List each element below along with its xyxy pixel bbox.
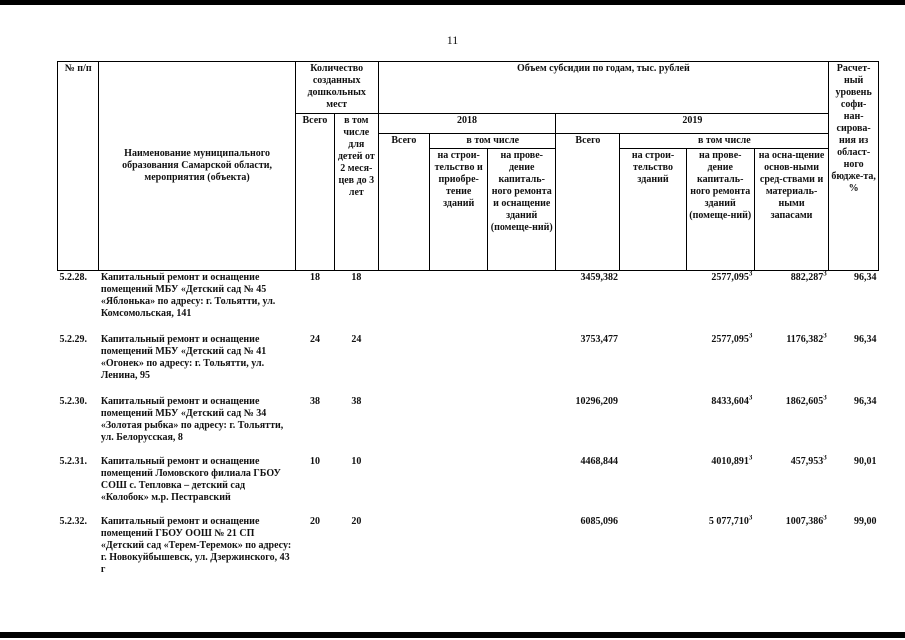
subsidy-table-wrap bbox=[57, 61, 879, 581]
row-places-children-text: 24 bbox=[351, 333, 362, 345]
row-repair-2019-text: 2577,095 bbox=[711, 272, 749, 283]
row-construction-2019 bbox=[620, 395, 686, 455]
row-construction-2019 bbox=[620, 333, 686, 395]
subsidy-table bbox=[57, 61, 879, 581]
row-num-text: 5.2.30. bbox=[59, 395, 87, 407]
row-repair-2018 bbox=[488, 271, 556, 333]
row-num-text: 5.2.29. bbox=[59, 333, 87, 345]
row-name bbox=[99, 271, 295, 333]
row-places-children-text: 20 bbox=[351, 515, 362, 527]
row-repair-2019 bbox=[686, 271, 754, 333]
row-places-children bbox=[335, 333, 378, 395]
row-level-text: 96,34 bbox=[854, 395, 877, 407]
row-name bbox=[99, 395, 295, 455]
page-number: 11 bbox=[446, 33, 459, 47]
row-repair-2019-text: 2577,095 bbox=[711, 333, 749, 345]
row-places-children-text: 38 bbox=[351, 395, 362, 407]
row-equip-2019-text: 457,953 bbox=[790, 455, 824, 467]
col-header-subsidy: Объем субсидии по годам, тыс. рублей bbox=[378, 62, 829, 114]
row-name bbox=[99, 333, 295, 395]
row-name-text: Капитальный ремонт и оснащение помещений Ломовского филиала ГБОУ СОШ с. Тепловка – детский сад «Колобок» м.р. Пестравский bbox=[100, 455, 281, 503]
row-places-total-text: 20 bbox=[309, 515, 320, 527]
row-name-text: Капитальный ремонт и оснащение помещений МБУ «Детский сад № 45 «Яблонька» по адресу: г. Тольятти, ул. Комсомольская, 141 bbox=[100, 272, 276, 319]
top-border bbox=[0, 0, 905, 5]
row-places-children-text: 18 bbox=[351, 272, 362, 283]
row-places-children bbox=[335, 395, 378, 455]
col-header-repair-2018: на прове-дение капиталь-ного ремонта и оснащение зданий (помеще-ний) bbox=[488, 149, 556, 271]
row-equip-2019-text: 1862,605 bbox=[785, 395, 824, 407]
row-total-2019 bbox=[556, 395, 620, 455]
row-places-total bbox=[295, 271, 334, 333]
row-places-total-text: 24 bbox=[309, 333, 320, 345]
footnote-marker: 3 bbox=[823, 454, 827, 462]
row-places-children bbox=[335, 271, 378, 333]
row-places-children-text: 10 bbox=[351, 455, 362, 467]
footnote-marker: 3 bbox=[748, 270, 753, 278]
row-level-text: 99,00 bbox=[854, 515, 877, 527]
col-header-total-2018: Всего bbox=[378, 134, 430, 271]
col-header-equip-2019: на осна-щение основ-ными сред-ствами и материаль-ными запасами bbox=[754, 149, 828, 271]
row-repair-2018 bbox=[488, 333, 556, 395]
row-places-children bbox=[335, 515, 378, 581]
footnote-marker: 3 bbox=[748, 332, 753, 340]
table-row bbox=[58, 455, 879, 515]
col-header-name: Наименование муниципального образования Самарской области, мероприятия (объекта) bbox=[99, 62, 295, 271]
row-name bbox=[99, 455, 295, 515]
row-total-2019-text: 10296,209 bbox=[575, 395, 618, 407]
row-repair-2019 bbox=[686, 455, 754, 515]
row-equip-2019 bbox=[754, 271, 828, 333]
row-repair-2019-text: 5 077,710 bbox=[708, 515, 749, 527]
row-total-2019 bbox=[556, 333, 620, 395]
row-total-2019-text: 3753,477 bbox=[580, 333, 618, 345]
footnote-marker: 3 bbox=[823, 270, 827, 278]
col-header-incl-2018: в том числе bbox=[430, 134, 556, 149]
row-level bbox=[829, 271, 879, 333]
row-num bbox=[58, 515, 99, 581]
row-equip-2019-text: 882,287 bbox=[790, 272, 824, 283]
row-num bbox=[58, 271, 99, 333]
row-name bbox=[99, 515, 295, 581]
row-places-total bbox=[295, 455, 334, 515]
row-repair-2019-text: 4010,891 bbox=[711, 455, 749, 467]
row-construction-2019 bbox=[620, 271, 686, 333]
row-equip-2019 bbox=[754, 515, 828, 581]
footnote-marker: 3 bbox=[823, 332, 827, 340]
row-level bbox=[829, 455, 879, 515]
table-body bbox=[58, 271, 879, 581]
row-repair-2018 bbox=[488, 455, 556, 515]
row-places-total-text: 10 bbox=[309, 455, 320, 467]
row-repair-2019 bbox=[686, 333, 754, 395]
col-header-places-total: Всего bbox=[295, 114, 334, 271]
footnote-marker: 3 bbox=[748, 514, 753, 522]
row-construction-2018 bbox=[430, 455, 488, 515]
row-level bbox=[829, 333, 879, 395]
col-header-num: № п/п bbox=[58, 62, 99, 271]
footnote-marker: 3 bbox=[823, 394, 827, 402]
row-construction-2018 bbox=[430, 395, 488, 455]
row-total-2018 bbox=[378, 515, 430, 581]
row-name-text: Капитальный ремонт и оснащение помещений МБУ «Детский сад № 41 «Огонек» по адресу: г. Тольятти, ул. Ленина, 95 bbox=[100, 333, 267, 381]
table-row bbox=[58, 515, 879, 581]
row-level-text: 96,34 bbox=[854, 333, 877, 345]
col-header-places-children: в том числе для детей от 2 меся-цев до 3 лет bbox=[335, 114, 378, 271]
table-row bbox=[58, 395, 879, 455]
row-construction-2018 bbox=[430, 515, 488, 581]
col-header-level: Расчет-ный уровень софи-нан-сирова-ния из област-ного бюдже-та, % bbox=[829, 62, 879, 271]
row-num bbox=[58, 395, 99, 455]
row-num-text: 5.2.31. bbox=[59, 455, 87, 467]
row-repair-2019 bbox=[686, 515, 754, 581]
table-row bbox=[58, 333, 879, 395]
row-equip-2019 bbox=[754, 333, 828, 395]
row-total-2018 bbox=[378, 271, 430, 333]
col-header-year-2019: 2019 bbox=[556, 114, 829, 134]
row-equip-2019 bbox=[754, 455, 828, 515]
col-header-year-2018: 2018 bbox=[378, 114, 556, 134]
row-repair-2018 bbox=[488, 395, 556, 455]
row-num-text: 5.2.28. bbox=[59, 272, 87, 283]
row-construction-2018 bbox=[430, 271, 488, 333]
row-total-2018 bbox=[378, 395, 430, 455]
row-construction-2018 bbox=[430, 333, 488, 395]
row-places-total bbox=[295, 395, 334, 455]
row-total-2018 bbox=[378, 333, 430, 395]
footnote-marker: 3 bbox=[823, 514, 827, 522]
row-total-2019 bbox=[556, 515, 620, 581]
row-places-total-text: 18 bbox=[309, 272, 320, 283]
row-level bbox=[829, 515, 879, 581]
row-total-2019-text: 6085,096 bbox=[580, 515, 618, 527]
row-level bbox=[829, 395, 879, 455]
row-num-text: 5.2.32. bbox=[59, 515, 87, 527]
row-repair-2019-text: 8433,604 bbox=[711, 395, 749, 407]
row-places-children bbox=[335, 455, 378, 515]
row-total-2019-text: 3459,382 bbox=[580, 272, 618, 283]
row-name-text: Капитальный ремонт и оснащение помещений МБУ «Детский сад № 34 «Золотая рыбка» по адресу: г. Тольятти, ул. Белорусская, 8 bbox=[100, 395, 284, 443]
footnote-marker: 3 bbox=[748, 454, 753, 462]
row-total-2019 bbox=[556, 271, 620, 333]
row-total-2018 bbox=[378, 455, 430, 515]
row-places-total-text: 38 bbox=[309, 395, 320, 407]
row-places-total bbox=[295, 515, 334, 581]
col-header-repair-2019: на прове-дение капиталь-ного ремонта зданий (помеще-ний) bbox=[686, 149, 754, 271]
row-construction-2019 bbox=[620, 455, 686, 515]
row-repair-2018 bbox=[488, 515, 556, 581]
bottom-border bbox=[0, 632, 905, 638]
row-level-text: 90,01 bbox=[854, 455, 877, 467]
row-equip-2019-text: 1176,382 bbox=[786, 333, 824, 345]
row-num bbox=[58, 333, 99, 395]
row-num bbox=[58, 455, 99, 515]
row-repair-2019 bbox=[686, 395, 754, 455]
row-equip-2019 bbox=[754, 395, 828, 455]
row-name-text: Капитальный ремонт и оснащение помещений ГБОУ ООШ № 21 СП «Детский сад «Терем-Теремок» по адресу: г. Новокуйбышевск, ул. Дзержинского, 43 г bbox=[100, 515, 292, 575]
col-header-total-2019: Всего bbox=[556, 134, 620, 271]
col-header-construction-2018: на строи-тельство и приобре-тение зданий bbox=[430, 149, 488, 271]
row-total-2019 bbox=[556, 455, 620, 515]
row-construction-2019 bbox=[620, 515, 686, 581]
col-header-incl-2019: в том числе bbox=[620, 134, 829, 149]
row-places-total bbox=[295, 333, 334, 395]
row-total-2019-text: 4468,844 bbox=[580, 455, 618, 467]
col-header-construction-2019: на строи-тельство зданий bbox=[620, 149, 686, 271]
row-level-text: 96,34 bbox=[854, 272, 877, 283]
footnote-marker: 3 bbox=[748, 394, 753, 402]
table-row bbox=[58, 271, 879, 333]
col-header-places: Количество созданных дошкольных мест bbox=[295, 62, 378, 114]
row-equip-2019-text: 1007,386 bbox=[785, 515, 824, 527]
